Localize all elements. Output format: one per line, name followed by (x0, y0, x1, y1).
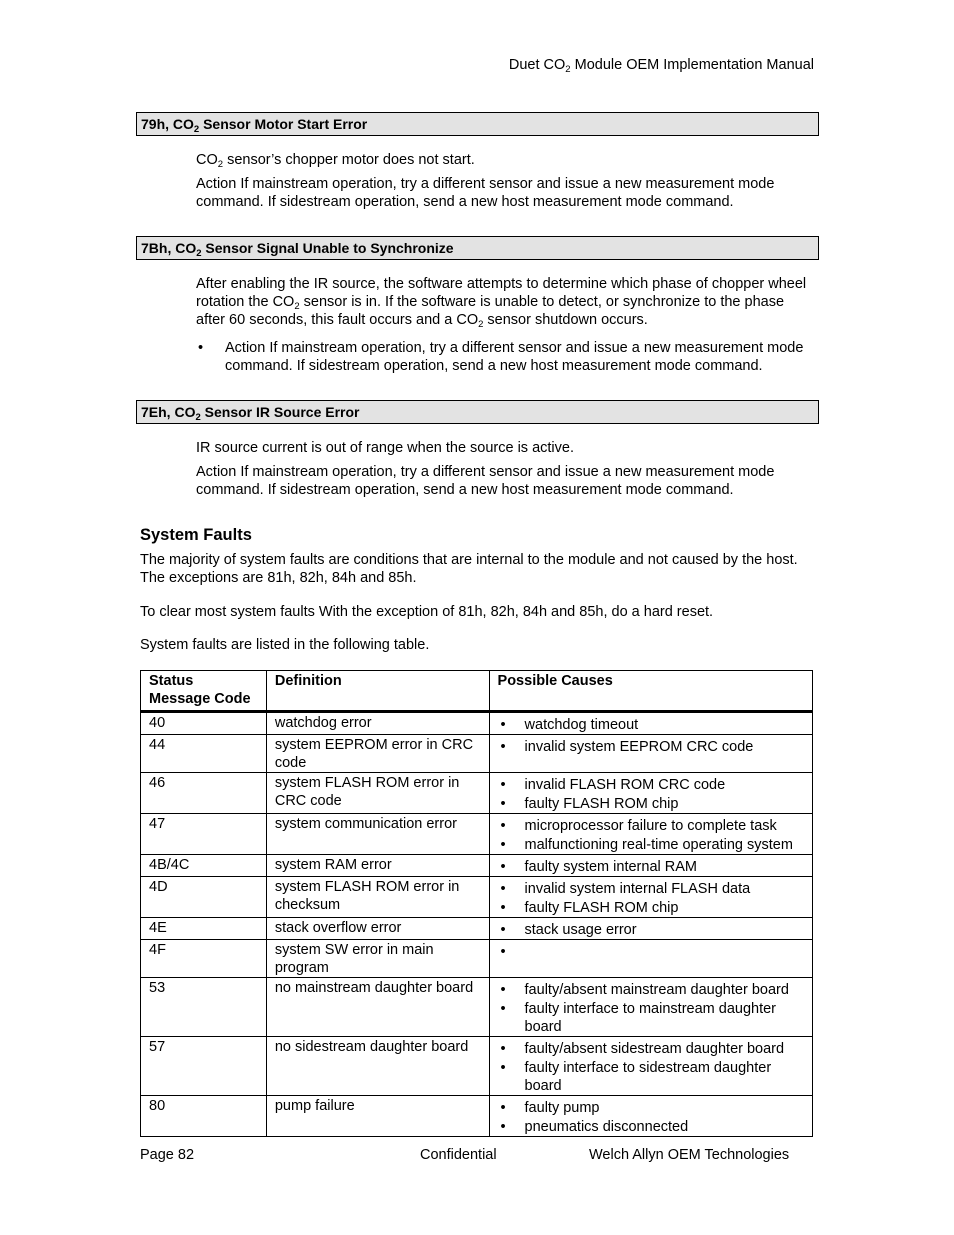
cell-possible-causes (489, 978, 812, 1037)
cause-text: watchdog timeout (524, 717, 639, 733)
bullet-mark: • (500, 1041, 506, 1057)
footer-confidential: Confidential (420, 1147, 497, 1163)
cell-status-code: 40 (141, 712, 267, 735)
cell-status-code: 53 (141, 978, 267, 1037)
cause-text: faulty interface to sidestream daughter board (524, 1060, 772, 1094)
cell-status-code: 4D (141, 877, 267, 918)
cause-text: faulty system internal RAM (524, 859, 697, 875)
cell-status-code: 46 (141, 773, 267, 814)
section-7eh-description: IR source current is out of range when the source is active. (196, 440, 574, 456)
cell-possible-causes (489, 1037, 812, 1096)
section-79h-description: $CO_2$ sensor’s chopper motor does not start. (196, 152, 475, 170)
cell-possible-causes (489, 940, 812, 978)
cell-possible-causes (489, 735, 812, 773)
cell-definition: pump failure (266, 1096, 489, 1137)
section-7bh-description: After enabling the IR source, the software attempts to determine which phase of chopper wheel rotation the $CO_2$ sensor is in. If the software is unable to detect, or synchronize to the phase after 60 seconds, this fault occurs and a $CO_2$ sensor shutdown occurs. (196, 276, 807, 330)
cause-item (498, 1000, 808, 1036)
cell-definition: no sidestream daughter board (266, 1037, 489, 1096)
bullet-mark: • (500, 982, 506, 998)
bullet-mark: • (500, 922, 506, 938)
cell-possible-causes (489, 918, 812, 940)
table-row (141, 877, 813, 918)
table-row (141, 1037, 813, 1096)
system-faults-clear: To clear most system faults With the exception of 81h, 82h, 84h and 85h, do a hard reset. (140, 604, 714, 620)
cell-possible-causes (489, 712, 812, 735)
cell-possible-causes (489, 814, 812, 855)
bullet-mark: • (500, 717, 506, 733)
system-faults-intro: The majority of system faults are conditions that are internal to the module and not caused by the host. The exceptions are 81h, 82h, 84h and 85h. (140, 552, 798, 586)
header-possible-causes: Possible Causes (489, 671, 812, 712)
cell-definition: system communication error (266, 814, 489, 855)
running-header: Duet $CO_2$ Module OEM Implementation Manual (508, 57, 814, 75)
header-definition: Definition (266, 671, 489, 712)
cause-text: faulty/absent sidestream daughter board (524, 1041, 785, 1057)
bullet-mark: • (500, 1001, 506, 1017)
table-row (141, 1096, 813, 1137)
section-79h-action: Action If mainstream operation, try a different sensor and issue a new measurement mode command. If sidestream operation, send a new host measurement mode command. (196, 176, 775, 210)
cause-text: stack usage error (524, 922, 637, 938)
cause-item (498, 817, 808, 835)
bullet-mark: • (500, 881, 506, 897)
cell-status-code: 57 (141, 1037, 267, 1096)
cause-item (498, 776, 808, 794)
table-row (141, 978, 813, 1037)
cell-status-code: 4F (141, 940, 267, 978)
section-7bh-action-bullet: • Action If mainstream operation, try a different sensor and issue a new measurement mode command. If sidestream operation, send a new host measurement mode command. (198, 340, 804, 374)
cell-status-code: 47 (141, 814, 267, 855)
bullet-mark: • (500, 837, 506, 853)
cause-item (498, 738, 808, 756)
cause-text: faulty pump (524, 1100, 600, 1116)
cause-item (498, 921, 808, 939)
cell-definition: system EEPROM error in CRC code (266, 735, 489, 773)
table-row (141, 735, 813, 773)
bullet-mark: • (500, 1119, 506, 1135)
cause-item (498, 899, 808, 917)
bullet-mark: • (500, 739, 506, 755)
footer-company: Welch Allyn OEM Technologies (589, 1147, 790, 1163)
cause-text: faulty FLASH ROM chip (524, 796, 679, 812)
cell-definition: system SW error in main program (266, 940, 489, 978)
cause-text: faulty/absent mainstream daughter board (524, 982, 789, 998)
bullet-mark: • (500, 796, 506, 812)
cause-item (498, 716, 808, 734)
cause-item (498, 880, 808, 898)
table-row (141, 940, 813, 978)
bullet-mark: • (500, 818, 506, 834)
cause-item (498, 795, 808, 813)
cause-text: invalid system internal FLASH data (524, 881, 751, 897)
cause-text: faulty FLASH ROM chip (524, 900, 679, 916)
system-faults-heading: System Faults (140, 526, 252, 544)
header-status-code: Status Message Code (141, 671, 267, 712)
section-heading-7bh: 7Bh, $CO_2$ Sensor Signal Unable to Synchronize (136, 236, 819, 260)
cell-definition: system FLASH ROM error in checksum (266, 877, 489, 918)
cause-item (498, 1118, 808, 1136)
bullet-mark: • (500, 944, 506, 960)
cause-text: invalid FLASH ROM CRC code (524, 777, 726, 793)
cell-definition: stack overflow error (266, 918, 489, 940)
cell-status-code: 4B/4C (141, 855, 267, 877)
table-row (141, 855, 813, 877)
cell-definition: no mainstream daughter board (266, 978, 489, 1037)
bullet-mark: • (500, 859, 506, 875)
footer-page-number: Page 82 (140, 1147, 195, 1163)
cell-definition: system RAM error (266, 855, 489, 877)
bullet-mark: • (500, 1100, 506, 1116)
cause-item (498, 836, 808, 854)
cause-item (498, 1059, 808, 1095)
section-heading-7eh: 7Eh, $CO_2$ Sensor IR Source Error (136, 400, 819, 424)
table-row (141, 712, 813, 735)
bullet-mark: • (198, 340, 204, 356)
bullet-mark: • (500, 900, 506, 916)
section-7eh-action: Action If mainstream operation, try a different sensor and issue a new measurement mode command. If sidestream operation, send a new host measurement mode command. (196, 464, 775, 498)
cause-text: microprocessor failure to complete task (524, 818, 777, 834)
table-header-row (141, 671, 813, 712)
cause-item (498, 858, 808, 876)
cause-text: malfunctioning real-time operating system (524, 837, 793, 853)
cell-status-code: 80 (141, 1096, 267, 1137)
cell-status-code: 4E (141, 918, 267, 940)
cause-text: faulty interface to mainstream daughter board (524, 1001, 776, 1035)
cell-possible-causes (489, 877, 812, 918)
cause-text: pneumatics disconnected (524, 1119, 689, 1135)
cause-text: invalid system EEPROM CRC code (524, 739, 754, 755)
table-row (141, 918, 813, 940)
bullet-mark: • (500, 777, 506, 793)
cause-item (498, 1099, 808, 1117)
cell-definition: system FLASH ROM error in CRC code (266, 773, 489, 814)
section-heading-79h: 79h, $CO_2$ Sensor Motor Start Error (136, 112, 819, 136)
cause-item (498, 1040, 808, 1058)
cell-possible-causes (489, 1096, 812, 1137)
cell-definition: watchdog error (266, 712, 489, 735)
system-faults-table (140, 670, 813, 1137)
table-row (141, 773, 813, 814)
cell-possible-causes (489, 773, 812, 814)
table-row (141, 814, 813, 855)
cell-possible-causes (489, 855, 812, 877)
system-faults-listed: System faults are listed in the following table. (140, 637, 430, 653)
cause-item (498, 981, 808, 999)
cell-status-code: 44 (141, 735, 267, 773)
bullet-mark: • (500, 1060, 506, 1076)
